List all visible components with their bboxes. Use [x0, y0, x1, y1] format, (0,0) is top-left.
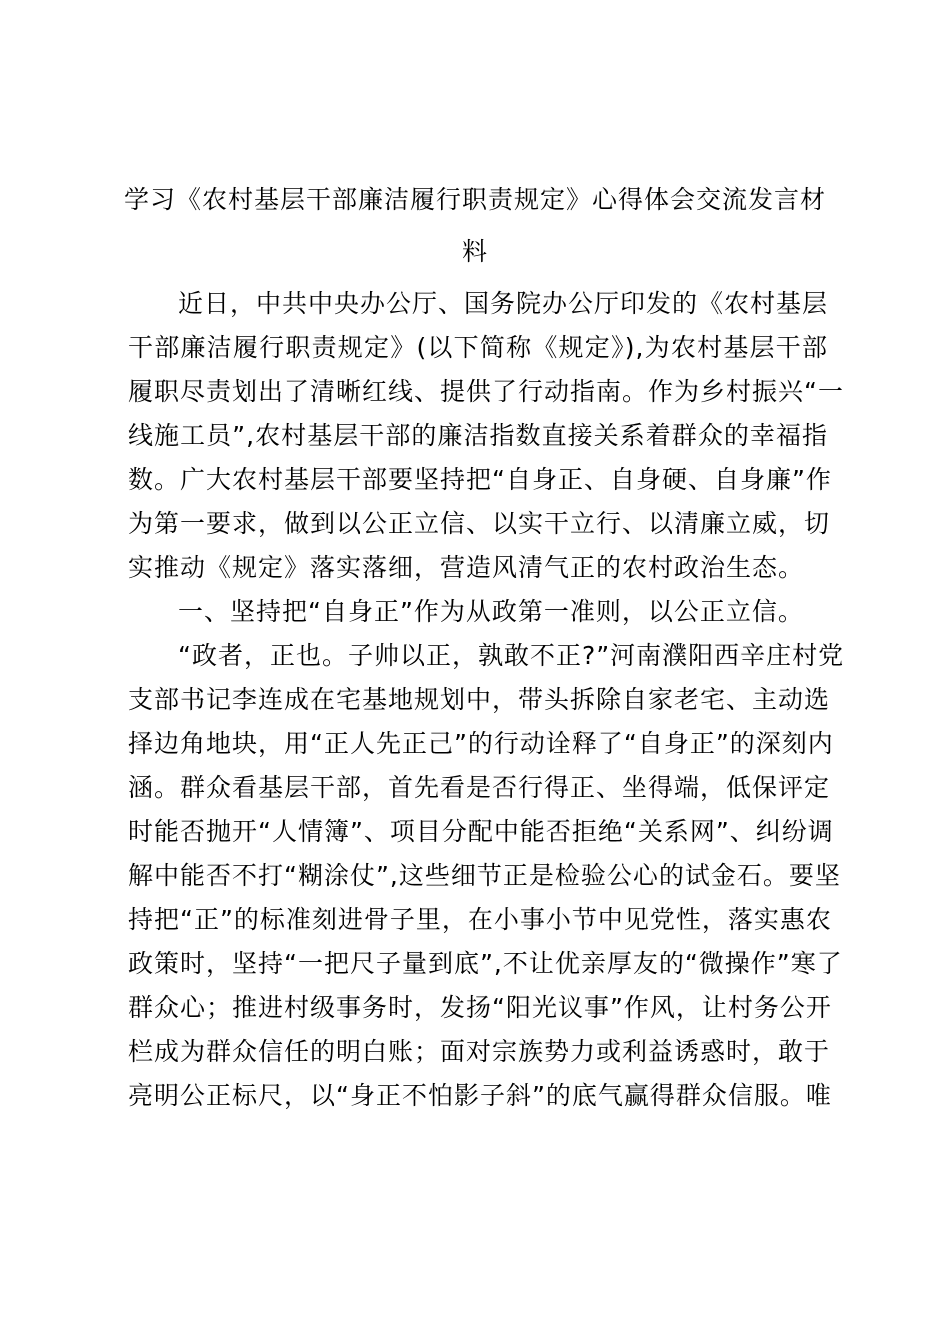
paragraph-2-line-9: 群众心；推进村级事务时，发扬“阳光议事”作风，让村务公开 [128, 993, 832, 1022]
paragraph-2-line-4: 涵。群众看基层干部，首先看是否行得正、坐得端，低保评定 [128, 773, 831, 802]
section-heading-1: 一、坚持把“自身正”作为从政第一准则，以公正立信。 [178, 597, 804, 626]
paragraph-1-line-1: 近日，中共中央办公厅、国务院办公厅印发的《农村基层 [178, 289, 829, 318]
paragraph-1-line-3: 履职尽责划出了清晰红线、提供了行动指南。作为乡村振兴“一 [128, 377, 844, 406]
document-title-line-2: 料 [461, 237, 488, 266]
paragraph-1-line-7: 实推动《规定》落实落细，营造风清气正的农村政治生态。 [128, 553, 805, 582]
paragraph-2-line-7: 持把“正”的标准刻进骨子里，在小事小节中见党性，落实惠农 [128, 905, 832, 934]
paragraph-2-line-8: 政策时，坚持“一把尺子量到底”,不让优亲厚友的“微操作”寒了 [128, 949, 843, 978]
document-title-line-1: 学习《农村基层干部廉洁履行职责规定》心得体会交流发言材 [123, 185, 826, 214]
paragraph-2-line-2: 支部书记李连成在宅基地规划中，带头拆除自家老宅、主动选 [128, 685, 831, 714]
paragraph-1-line-5: 数。广大农村基层干部要坚持把“自身正、自身硬、自身廉”作 [128, 465, 832, 494]
paragraph-1-line-2: 干部廉洁履行职责规定》(以下简称《规定》),为农村基层干部 [128, 333, 828, 362]
paragraph-2-line-6: 解中能否不打“糊涂仗”,这些细节正是检验公心的试金石。要坚 [128, 861, 841, 890]
paragraph-2-line-5: 时能否抛开“人情簿”、项目分配中能否拒绝“关系网”、纠纷调 [128, 817, 834, 846]
paragraph-2-line-10: 栏成为群众信任的明白账；面对宗族势力或利益诱惑时，敢于 [128, 1037, 831, 1066]
paragraph-1-line-6: 为第一要求，做到以公正立信、以实干立行、以清廉立威，切 [128, 509, 831, 538]
paragraph-2-line-3: 择边角地块，用“正人先正己”的行动诠释了“自身正”的深刻内 [128, 729, 834, 758]
paragraph-1-line-4: 线施工员”,农村基层干部的廉洁指数直接关系着群众的幸福指 [128, 421, 828, 450]
paragraph-2-line-11: 亮明公正标尺，以“身正不怕影子斜”的底气赢得群众信服。唯 [128, 1081, 832, 1110]
paragraph-2-line-1: “政者，正也。子帅以正，孰敢不正?”河南濮阳西辛庄村党 [178, 641, 845, 670]
